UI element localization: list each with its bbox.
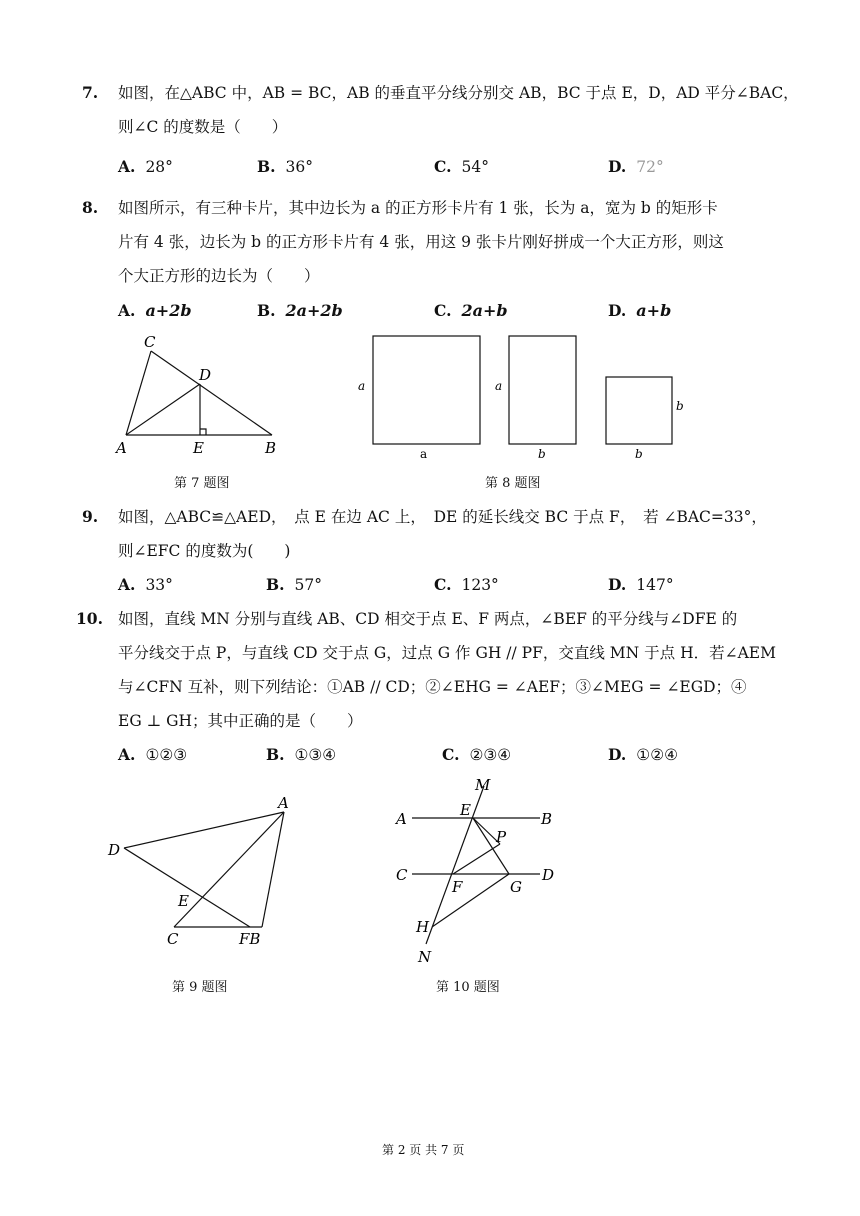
fig9-segment-ac — [174, 812, 284, 927]
fig8-label-b-rect-bottom: b — [538, 447, 546, 461]
fig10-label-d: D — [542, 866, 555, 884]
fig8-label-a-left: a — [358, 379, 366, 393]
fig10-label-p: P — [496, 828, 507, 846]
q8-option-c — [434, 300, 508, 322]
fig7-label-b: B — [265, 439, 277, 457]
q10-option-d-text: ①②④ — [636, 746, 678, 764]
fig7-segment-ad — [126, 384, 200, 435]
q7-option-d-text: 72° — [636, 158, 664, 176]
question-9-line-1: 如图，△ABC≌△AED， 点 E 在边 AC 上， DE 的延长线交 BC 于点 F， 若 ∠BAC=33°， — [118, 508, 767, 526]
fig10-label-f: F — [452, 878, 463, 896]
q9-option-c — [434, 574, 499, 596]
fig9-label-fb: FB — [239, 930, 261, 948]
q10-option-b-text: ①③④ — [294, 746, 337, 764]
fig10-segment-eg — [473, 818, 509, 874]
fig7-label-d: D — [199, 366, 212, 384]
q9-option-b-text: 57° — [294, 576, 322, 594]
figure-8-caption: 第 8 题图 — [485, 476, 541, 491]
figure-9-diagram — [100, 790, 310, 955]
fig7-label-c: C — [144, 333, 156, 351]
q8-option-d-text: a+b — [636, 301, 672, 320]
question-8-number: 8. — [82, 198, 99, 217]
q10-option-d — [608, 744, 678, 766]
q8-option-a — [118, 300, 192, 322]
q10-option-b-label: B. — [266, 745, 285, 764]
fig8-square-b — [606, 377, 672, 444]
fig10-label-m: M — [475, 776, 491, 794]
q8-option-d — [608, 300, 671, 322]
q10-option-c-text: ②③④ — [469, 746, 512, 764]
fig9-label-e: E — [178, 892, 189, 910]
fig8-label-b-square-side: b — [676, 399, 684, 413]
q8-option-b — [257, 300, 343, 322]
fig9-segment-ab — [262, 812, 284, 927]
fig8-label-a-rect-side: a — [495, 379, 503, 393]
fig9-segment-da — [124, 812, 284, 848]
q10-option-b — [266, 744, 336, 766]
fig7-label-a: A — [116, 439, 127, 457]
question-9-number: 9. — [82, 507, 99, 526]
fig10-label-a: A — [396, 810, 407, 828]
question-8-line-3: 个大正方形的边长为（ ） — [118, 267, 320, 285]
fig10-label-g: G — [510, 878, 522, 896]
q9-option-a-label: A. — [118, 575, 136, 594]
question-10-line-4: EG ⊥ GH；其中正确的是（ ） — [118, 712, 363, 730]
question-10-number: 10. — [76, 609, 103, 628]
q9-option-b-label: B. — [266, 575, 285, 594]
q10-option-c — [442, 744, 511, 766]
fig8-label-b-square-bottom: b — [635, 447, 643, 461]
q7-option-c-label: C. — [434, 157, 452, 176]
page-footer: 第 2 页 共 7 页 — [382, 1143, 465, 1157]
q9-option-d-label: D. — [608, 575, 627, 594]
question-8-line-1: 如图所示，有三种卡片，其中边长为 a 的正方形卡片有 1 张，长为 a，宽为 b 的矩形卡 — [118, 199, 718, 217]
q8-option-c-text: 2a+b — [461, 301, 508, 320]
fig7-segment-cb — [151, 351, 272, 435]
figure-10-diagram — [390, 772, 570, 972]
fig10-label-n: N — [418, 948, 432, 966]
question-10-line-1: 如图，直线 MN 分别与直线 AB、CD 相交于点 E、F 两点，∠BEF 的平分线与∠DFE 的 — [118, 610, 738, 628]
question-8-line-2: 片有 4 张，边长为 b 的正方形卡片有 4 张，用这 9 张卡片刚好拼成一个大正方形，则这 — [118, 233, 724, 251]
figure-9-caption: 第 9 题图 — [172, 980, 228, 995]
figure-7-caption: 第 7 题图 — [174, 476, 230, 491]
fig10-label-e: E — [460, 801, 471, 819]
question-7-number: 7. — [82, 83, 99, 102]
q7-option-c-text: 54° — [461, 158, 489, 176]
q7-option-b-text: 36° — [285, 158, 313, 176]
q9-option-a-text: 33° — [145, 576, 173, 594]
q9-option-a — [118, 574, 173, 596]
fig10-segment-gh — [432, 874, 509, 927]
fig9-segment-db — [124, 848, 250, 927]
fig7-label-e: E — [193, 439, 204, 457]
q10-option-a — [118, 744, 187, 766]
q9-option-d-text: 147° — [636, 576, 674, 594]
fig7-segment-ca — [126, 351, 151, 435]
q7-option-b-label: B. — [257, 157, 276, 176]
q7-option-a-text: 28° — [145, 158, 173, 176]
q9-option-c-label: C. — [434, 575, 452, 594]
fig8-rectangle-ab — [509, 336, 576, 444]
fig10-label-b: B — [541, 810, 553, 828]
q7-option-d — [608, 156, 664, 178]
fig9-label-d: D — [108, 841, 121, 859]
fig7-right-angle-mark — [200, 429, 206, 435]
q9-option-d — [608, 574, 674, 596]
figure-8-diagram — [350, 330, 690, 465]
q8-option-a-text: a+2b — [145, 301, 192, 320]
question-10-line-3: 与∠CFN 互补，则下列结论：①AB // CD；②∠EHG = ∠AEF；③∠MEG = ∠EGD；④ — [118, 678, 747, 696]
q7-option-a-label: A. — [118, 157, 136, 176]
figure-10-caption: 第 10 题图 — [436, 980, 500, 995]
fig9-label-c: C — [167, 930, 179, 948]
q8-option-b-label: B. — [257, 301, 276, 320]
q9-option-b — [266, 574, 322, 596]
question-9-line-2: 则∠EFC 的度数为( ) — [118, 542, 291, 560]
q8-option-b-text: 2a+2b — [285, 301, 343, 320]
question-10-line-2: 平分线交于点 P，与直线 CD 交于点 G，过点 G 作 GH // PF，交直线 MN 于点 H．若∠AEM — [118, 644, 776, 662]
q7-option-a — [118, 156, 173, 178]
fig10-label-h: H — [416, 918, 430, 936]
fig8-square-a — [373, 336, 480, 444]
fig10-label-c: C — [396, 866, 408, 884]
q7-option-c — [434, 156, 489, 178]
q10-option-a-text: ①②③ — [145, 746, 188, 764]
q8-option-c-label: C. — [434, 301, 452, 320]
q8-option-a-label: A. — [118, 301, 136, 320]
q10-option-c-label: C. — [442, 745, 460, 764]
question-7-line-1: 如图，在△ABC 中，AB = BC，AB 的垂直平分线分别交 AB，BC 于点 E，D，AD 平分∠BAC， — [118, 84, 799, 102]
fig8-label-a-bottom: a — [420, 447, 428, 461]
q10-option-d-label: D. — [608, 745, 627, 764]
figure-7-diagram — [110, 330, 290, 460]
fig9-label-a: A — [278, 794, 289, 812]
q8-option-d-label: D. — [608, 301, 627, 320]
fig10-line-mn — [426, 786, 484, 944]
q7-option-b — [257, 156, 313, 178]
question-7-line-2: 则∠C 的度数是（ ） — [118, 118, 288, 136]
q7-option-d-label: D. — [608, 157, 627, 176]
q9-option-c-text: 123° — [461, 576, 499, 594]
q10-option-a-label: A. — [118, 745, 136, 764]
